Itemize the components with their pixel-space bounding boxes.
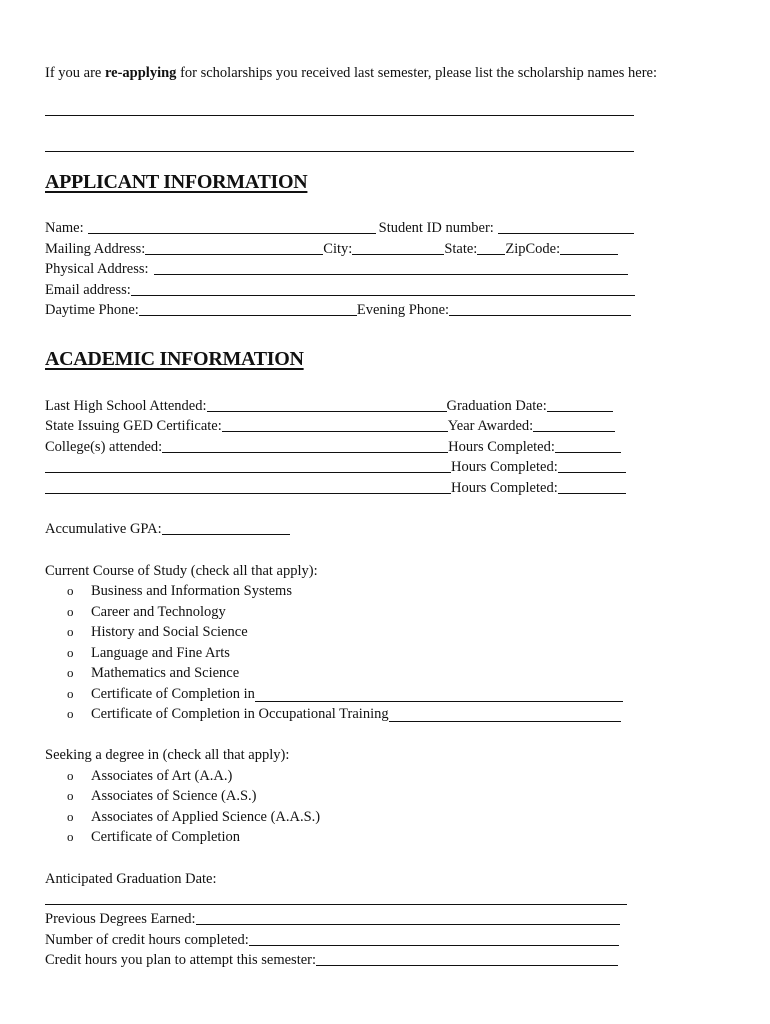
degree-option-label: Certificate of Completion — [91, 829, 240, 845]
daytime-phone-field[interactable] — [139, 301, 357, 316]
hours-completed-field-1[interactable] — [555, 438, 621, 453]
email-row — [45, 281, 635, 299]
state-field[interactable] — [477, 240, 505, 255]
college-row-3 — [45, 479, 626, 497]
credit-hours-label: Number of credit hours completed: — [45, 932, 249, 948]
degree-label: Seeking a degree in (check all that apply): — [45, 747, 290, 763]
checkbox-circle-icon[interactable]: o — [67, 604, 74, 619]
checkbox-circle-icon[interactable]: o — [67, 583, 74, 598]
graduation-date-label: Graduation Date: — [446, 398, 547, 414]
mailing-address-label: Mailing Address: — [45, 241, 146, 257]
gpa-field[interactable] — [162, 520, 290, 535]
evening-phone-field[interactable] — [449, 301, 631, 316]
course-option-label: History and Social Science — [91, 624, 248, 640]
degree-option-label: Associates of Art (A.A.) — [91, 768, 233, 784]
hours-completed-label-1: Hours Completed: — [448, 439, 555, 455]
student-id-label: Student ID number: — [378, 220, 494, 236]
ged-row — [45, 417, 615, 435]
checkbox-circle-icon[interactable]: o — [67, 624, 74, 639]
previous-degrees-row — [45, 910, 620, 928]
course-of-study-label: Current Course of Study (check all that apply): — [45, 563, 318, 579]
high-school-row — [45, 397, 613, 415]
course-option[interactable] — [67, 644, 230, 662]
college-row-1 — [45, 438, 621, 456]
city-label: City: — [323, 241, 353, 257]
anticipated-graduation-field[interactable] — [45, 904, 627, 905]
plan-hours-row — [45, 951, 618, 969]
gpa-label: Accumulative GPA: — [45, 521, 162, 537]
course-option-label: Certificate of Completion in — [91, 686, 255, 702]
reapply-prefix: If you are — [45, 65, 105, 81]
course-option[interactable] — [67, 603, 226, 621]
name-field[interactable] — [88, 219, 376, 234]
name-label: Name: — [45, 220, 84, 236]
checkbox-circle-icon[interactable]: o — [67, 809, 74, 824]
previous-degrees-field[interactable] — [196, 910, 620, 925]
degree-option[interactable] — [67, 787, 257, 805]
checkbox-circle-icon[interactable]: o — [67, 665, 74, 680]
course-option[interactable] — [67, 685, 623, 703]
degree-option-label: Associates of Science (A.S.) — [91, 788, 257, 804]
student-id-field[interactable] — [498, 219, 634, 234]
physical-row — [45, 260, 628, 278]
daytime-phone-label: Daytime Phone: — [45, 302, 139, 318]
reapply-suffix: for scholarships you received last semester, please list the scholarship names here: — [176, 65, 658, 81]
phone-row — [45, 301, 631, 319]
ged-label: State Issuing GED Certificate: — [45, 418, 222, 434]
checkbox-circle-icon[interactable]: o — [67, 829, 74, 844]
year-awarded-label: Year Awarded: — [447, 418, 534, 434]
applicant-heading: APPLICANT INFORMATION — [45, 171, 308, 193]
course-option[interactable] — [67, 582, 292, 600]
course-option[interactable] — [67, 664, 239, 682]
course-option[interactable] — [67, 623, 248, 641]
zip-label: ZipCode: — [505, 241, 561, 257]
physical-address-field[interactable] — [154, 260, 628, 275]
year-awarded-field[interactable] — [533, 417, 615, 432]
college-row-2 — [45, 458, 626, 476]
checkbox-circle-icon[interactable]: o — [67, 788, 74, 803]
mailing-row — [45, 240, 618, 258]
hours-completed-label-3: Hours Completed: — [451, 480, 558, 496]
college-field-1[interactable] — [162, 438, 448, 453]
course-option-label: Language and Fine Arts — [91, 645, 230, 661]
graduation-date-field[interactable] — [547, 397, 613, 412]
email-label: Email address: — [45, 282, 131, 298]
reapply-bold: re-applying — [104, 65, 177, 81]
gpa-row — [45, 520, 290, 538]
degree-option[interactable] — [67, 828, 240, 846]
checkbox-circle-icon[interactable]: o — [67, 706, 74, 721]
city-field[interactable] — [352, 240, 444, 255]
hours-completed-label-2: Hours Completed: — [451, 459, 558, 475]
scholarship-names-line-2[interactable] — [45, 151, 634, 152]
state-label: State: — [444, 241, 478, 257]
previous-degrees-label: Previous Degrees Earned: — [45, 911, 196, 927]
zip-field[interactable] — [560, 240, 618, 255]
reapply-instruction — [45, 64, 657, 82]
certificate-field[interactable] — [255, 687, 623, 702]
checkbox-circle-icon[interactable]: o — [67, 645, 74, 660]
occupational-training-field[interactable] — [389, 707, 621, 722]
checkbox-circle-icon[interactable]: o — [67, 768, 74, 783]
academic-heading: ACADEMIC INFORMATION — [45, 348, 304, 370]
hours-completed-field-2[interactable] — [558, 458, 626, 473]
plan-hours-field[interactable] — [316, 951, 618, 966]
course-option-label: Certificate of Completion in Occupational Training — [91, 706, 389, 722]
scholarship-names-line-1[interactable] — [45, 115, 634, 116]
ged-field[interactable] — [222, 417, 448, 432]
checkbox-circle-icon[interactable]: o — [67, 686, 74, 701]
name-row — [45, 219, 634, 237]
degree-option[interactable] — [67, 808, 320, 826]
physical-address-label: Physical Address: — [45, 261, 149, 277]
college-field-3[interactable] — [45, 479, 451, 494]
mailing-address-field[interactable] — [145, 240, 323, 255]
course-option[interactable] — [67, 705, 621, 723]
course-option-label: Business and Information Systems — [91, 583, 292, 599]
course-option-label: Mathematics and Science — [91, 665, 240, 681]
course-option-label: Career and Technology — [91, 604, 226, 620]
hours-completed-field-3[interactable] — [558, 479, 626, 494]
college-label: College(s) attended: — [45, 439, 163, 455]
high-school-field[interactable] — [207, 397, 447, 412]
email-field[interactable] — [131, 281, 635, 296]
college-field-2[interactable] — [45, 458, 451, 473]
evening-phone-label: Evening Phone: — [356, 302, 450, 318]
degree-option-label: Associates of Applied Science (A.A.S.) — [91, 809, 321, 825]
degree-option[interactable] — [67, 767, 232, 785]
scholarship-form — [45, 0, 658, 1024]
high-school-label: Last High School Attended: — [45, 398, 207, 414]
anticipated-graduation-label: Anticipated Graduation Date: — [45, 871, 217, 887]
plan-hours-label: Credit hours you plan to attempt this semester: — [45, 952, 317, 968]
credit-hours-row — [45, 931, 619, 949]
credit-hours-field[interactable] — [249, 931, 619, 946]
